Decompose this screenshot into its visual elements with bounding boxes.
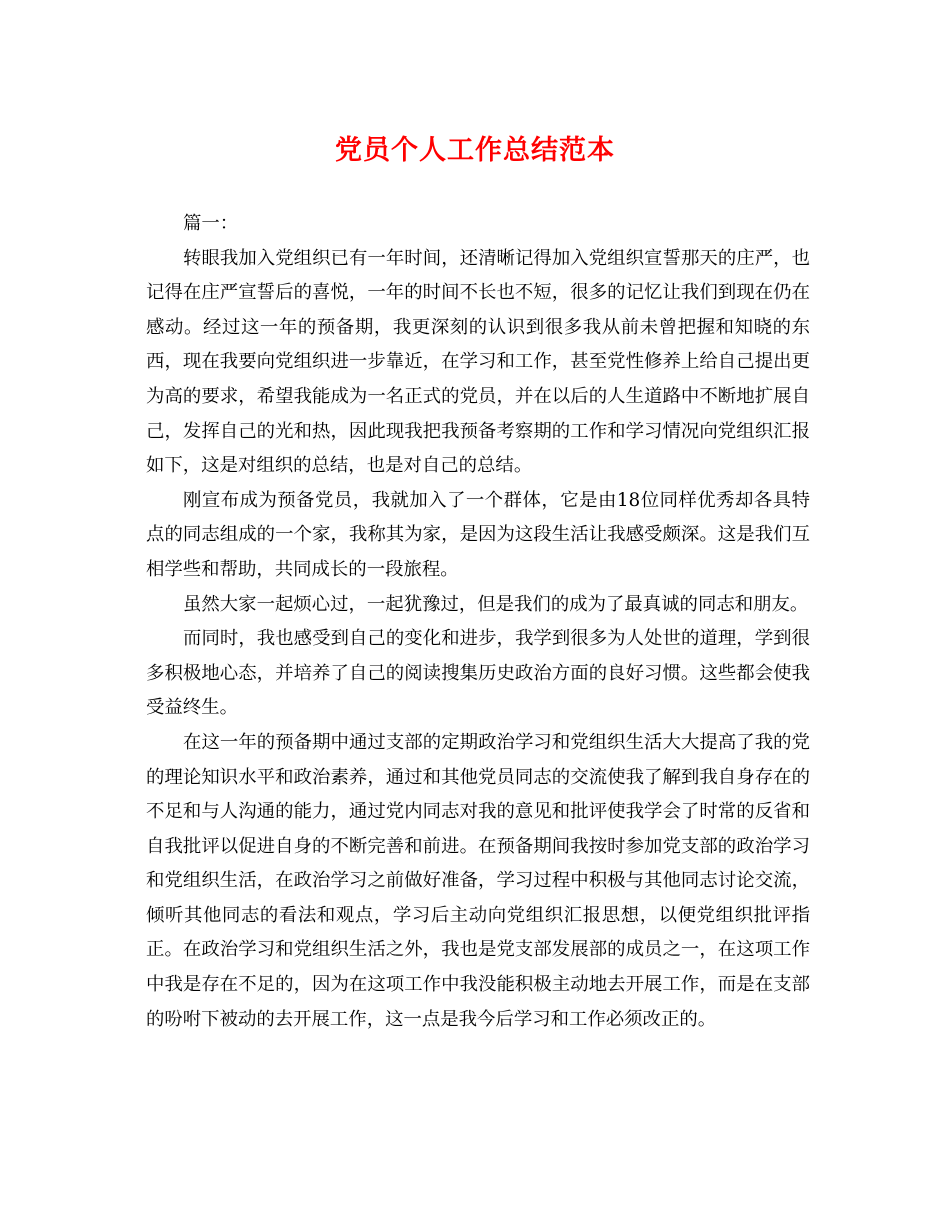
document-title: 党员个人工作总结范本 [335,135,615,166]
paragraph: 在这一年的预备期中通过支部的定期政治学习和党组织生活大大提高了我的党的理论知识水平和政治素养，通过和其他党员同志的交流使我了解到我自身存在的不足和与人沟通的能力，通过党内同志对我的意见和批评使我学会了时常的反省和自我批评以促进自身的不断完善和前进。在预备期间我按时参加党支部的政治学习和党组织生活，在政治学习之前做好准备，学习过程中积极与其他同志讨论交流，倾听其他同志的看法和观点，学习后主动向党组织汇报思想，以便党组织批评指正。在政治学习和党组织生活之外，我也是党支部发展部的成员之一，在这项工作中我是存在不足的，因为在这项工作中我没能积极主动地去开展工作，而是在支部的吩咐下被动的去开展工作，这一点是我今后学习和工作必须改正的。 [146,731,810,1030]
paragraph-section-label: 篇一： [183,213,239,234]
paragraph: 转眼我加入党组织已有一年时间，还清晰记得加入党组织宣誓那天的庄严，也记得在庄严宣誓后的喜悦，一年的时间不长也不短，很多的记忆让我们到现在仍在感动。经过这一年的预备期，我更深刻的认识到很多我从前未曾把握和知晓的东西，现在我要向党组织进一步靠近，在学习和工作，甚至党性修养上给自己提出更为高的要求，希望我能成为一名正式的党员，并在以后的人生道路中不断地扩展自己，发挥自己的光和热，因此现我把我预备考察期的工作和学习情况向党组织汇报如下，这是对组织的总结，也是对自己的总结。 [146,247,810,477]
paragraph: 刚宣布成为预备党员，我就加入了一个群体，它是由18位同样优秀却各具特点的同志组成的一个家，我称其为家，是因为这段生活让我感受颇深。这是我们互相学些和帮助，共同成长的一段旅程。 [146,489,810,580]
paragraph: 虽然大家一起烦心过，一起犹豫过，但是我们的成为了最真诚的同志和朋友。 [183,593,809,615]
document-body [146,207,810,1037]
paragraph: 而同时，我也感受到自己的变化和进步，我学到很多为人处世的道理，学到很多积极地心态，并培养了自己的阅读搜集历史政治方面的良好习惯。这些都会使我受益终生。 [146,628,810,719]
